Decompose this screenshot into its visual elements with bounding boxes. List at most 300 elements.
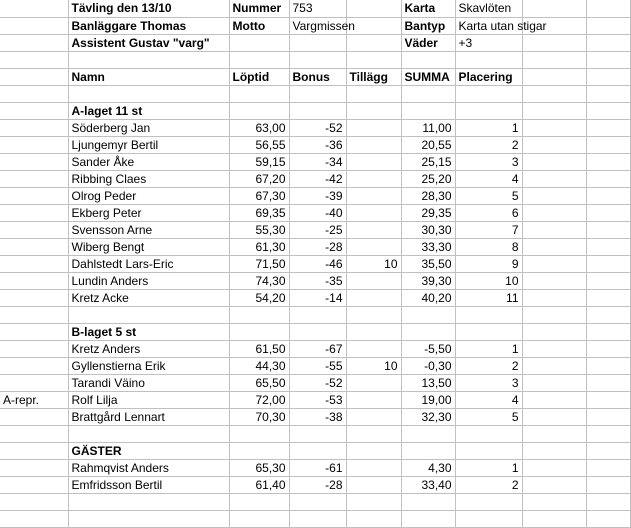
empty-cell[interactable] <box>455 306 522 323</box>
placering-value[interactable]: 2 <box>455 476 522 493</box>
runner-name[interactable]: Sander Åke <box>68 153 229 170</box>
placering-value[interactable]: 5 <box>455 187 522 204</box>
summa-value[interactable]: 11,00 <box>401 119 455 136</box>
sheet-row <box>0 187 630 204</box>
placering-value[interactable]: 9 <box>455 255 522 272</box>
empty-cell[interactable] <box>0 442 68 459</box>
loptid-value[interactable]: 44,30 <box>229 357 289 374</box>
bonus-value[interactable]: -28 <box>289 238 346 255</box>
summa-value[interactable]: 40,20 <box>401 289 455 306</box>
empty-cell[interactable] <box>0 510 68 527</box>
summa-value[interactable]: 20,55 <box>401 136 455 153</box>
summa-value[interactable]: 25,20 <box>401 170 455 187</box>
note-cell[interactable] <box>0 170 68 187</box>
empty-cell[interactable] <box>522 119 586 136</box>
loptid-value[interactable]: 67,30 <box>229 187 289 204</box>
loptid-value[interactable]: 67,20 <box>229 170 289 187</box>
empty-cell[interactable] <box>229 425 289 442</box>
empty-cell[interactable] <box>346 102 401 119</box>
empty-cell[interactable] <box>289 493 346 510</box>
runner-name[interactable]: Ekberg Peter <box>68 204 229 221</box>
empty-cell[interactable] <box>68 510 229 527</box>
sheet-row <box>0 306 630 323</box>
empty-cell[interactable] <box>455 102 522 119</box>
header-cell[interactable] <box>229 34 289 51</box>
empty-cell[interactable] <box>522 493 586 510</box>
runner-name[interactable]: Söderberg Jan <box>68 119 229 136</box>
col-bonus[interactable]: Bonus <box>289 68 346 85</box>
note-cell[interactable] <box>0 153 68 170</box>
loptid-value[interactable]: 63,00 <box>229 119 289 136</box>
empty-cell[interactable] <box>346 442 401 459</box>
empty-cell[interactable] <box>229 85 289 102</box>
placering-value[interactable]: 1 <box>455 119 522 136</box>
empty-cell[interactable] <box>586 136 630 153</box>
col-tillagg[interactable]: Tillägg <box>346 68 401 85</box>
bonus-value[interactable]: -14 <box>289 289 346 306</box>
bonus-value[interactable]: -36 <box>289 136 346 153</box>
loptid-value[interactable]: 54,20 <box>229 289 289 306</box>
placering-value[interactable]: 4 <box>455 170 522 187</box>
empty-cell[interactable] <box>586 170 630 187</box>
placering-value[interactable]: 3 <box>455 153 522 170</box>
header-cell[interactable]: Motto <box>229 17 289 34</box>
empty-cell[interactable] <box>586 459 630 476</box>
col-name[interactable]: Namn <box>68 68 229 85</box>
empty-cell[interactable] <box>289 425 346 442</box>
empty-cell[interactable] <box>586 306 630 323</box>
empty-cell[interactable] <box>455 85 522 102</box>
empty-cell[interactable] <box>401 442 455 459</box>
note-cell[interactable] <box>0 136 68 153</box>
group-title[interactable]: GÄSTER <box>68 442 229 459</box>
note-cell[interactable] <box>0 289 68 306</box>
empty-cell[interactable] <box>586 476 630 493</box>
runner-name[interactable]: Rahmqvist Anders <box>68 459 229 476</box>
empty-cell[interactable] <box>586 153 630 170</box>
bonus-value[interactable]: -42 <box>289 170 346 187</box>
empty-cell[interactable] <box>229 51 289 68</box>
empty-cell[interactable] <box>455 510 522 527</box>
placering-value[interactable]: 11 <box>455 289 522 306</box>
note-cell[interactable] <box>0 272 68 289</box>
header-cell[interactable]: Karta utan stigar <box>455 17 522 34</box>
header-cell[interactable]: Vargmissen <box>289 17 346 34</box>
sheet-row <box>0 459 630 476</box>
empty-cell[interactable] <box>586 425 630 442</box>
empty-cell[interactable] <box>289 102 346 119</box>
header-cell[interactable]: Väder <box>401 34 455 51</box>
tillagg-value[interactable] <box>346 204 401 221</box>
placering-value[interactable]: 1 <box>455 459 522 476</box>
summa-value[interactable]: 25,15 <box>401 153 455 170</box>
empty-cell[interactable] <box>586 374 630 391</box>
note-cell[interactable] <box>0 187 68 204</box>
empty-cell[interactable] <box>68 85 229 102</box>
empty-cell[interactable] <box>586 255 630 272</box>
empty-cell[interactable] <box>229 306 289 323</box>
empty-cell[interactable] <box>401 85 455 102</box>
loptid-value[interactable]: 55,30 <box>229 221 289 238</box>
loptid-value[interactable]: 69,35 <box>229 204 289 221</box>
empty-cell[interactable] <box>401 425 455 442</box>
empty-cell[interactable] <box>0 51 68 68</box>
runner-name[interactable]: Kretz Anders <box>68 340 229 357</box>
empty-cell[interactable] <box>522 289 586 306</box>
empty-cell[interactable] <box>0 425 68 442</box>
runner-name[interactable]: Emfridsson Bertil <box>68 476 229 493</box>
header-cell[interactable] <box>0 17 68 34</box>
empty-cell[interactable] <box>0 102 68 119</box>
summa-value[interactable]: 39,30 <box>401 272 455 289</box>
empty-cell[interactable] <box>289 85 346 102</box>
empty-cell[interactable] <box>522 102 586 119</box>
note-cell[interactable] <box>0 408 68 425</box>
empty-cell[interactable] <box>522 272 586 289</box>
empty-cell[interactable] <box>289 510 346 527</box>
empty-cell[interactable] <box>522 459 586 476</box>
placering-value[interactable]: 2 <box>455 136 522 153</box>
sheet-row <box>0 476 630 493</box>
sheet-row <box>0 119 630 136</box>
empty-cell[interactable] <box>229 442 289 459</box>
tillagg-value[interactable] <box>346 391 401 408</box>
empty-cell[interactable] <box>522 68 586 85</box>
note-cell[interactable]: A-repr. <box>0 391 68 408</box>
empty-cell[interactable] <box>0 493 68 510</box>
header-cell[interactable] <box>586 17 630 34</box>
empty-cell[interactable] <box>455 442 522 459</box>
empty-cell[interactable] <box>68 493 229 510</box>
empty-cell[interactable] <box>289 51 346 68</box>
loptid-value[interactable]: 72,00 <box>229 391 289 408</box>
empty-cell[interactable] <box>455 493 522 510</box>
header-cell[interactable] <box>346 0 401 17</box>
empty-cell[interactable] <box>289 306 346 323</box>
loptid-value[interactable]: 71,50 <box>229 255 289 272</box>
empty-cell[interactable] <box>401 102 455 119</box>
empty-cell[interactable] <box>0 323 68 340</box>
empty-cell[interactable] <box>586 51 630 68</box>
runner-name[interactable]: Ribbing Claes <box>68 170 229 187</box>
loptid-value[interactable]: 61,40 <box>229 476 289 493</box>
empty-cell[interactable] <box>522 204 586 221</box>
empty-cell[interactable] <box>0 306 68 323</box>
bonus-value[interactable]: -25 <box>289 221 346 238</box>
summa-value[interactable]: 35,50 <box>401 255 455 272</box>
summa-value[interactable]: -0,30 <box>401 357 455 374</box>
loptid-value[interactable]: 61,50 <box>229 340 289 357</box>
note-cell[interactable] <box>0 221 68 238</box>
empty-cell[interactable] <box>68 51 229 68</box>
bonus-value[interactable]: -35 <box>289 272 346 289</box>
note-cell[interactable] <box>0 374 68 391</box>
empty-cell[interactable] <box>586 187 630 204</box>
runner-name[interactable]: Ljungemyr Bertil <box>68 136 229 153</box>
empty-cell[interactable] <box>346 493 401 510</box>
sheet-row <box>0 255 630 272</box>
col-placering[interactable]: Placering <box>455 68 522 85</box>
note-cell[interactable] <box>0 459 68 476</box>
header-cell[interactable]: Karta <box>401 0 455 17</box>
sheet-row <box>0 68 630 85</box>
tillagg-value[interactable] <box>346 170 401 187</box>
empty-cell[interactable] <box>586 357 630 374</box>
empty-cell[interactable] <box>0 85 68 102</box>
empty-cell[interactable] <box>229 510 289 527</box>
sheet-row <box>0 272 630 289</box>
empty-cell[interactable] <box>522 306 586 323</box>
empty-cell[interactable] <box>229 493 289 510</box>
sheet-row <box>0 408 630 425</box>
runner-name[interactable]: Wiberg Bengt <box>68 238 229 255</box>
sheet-row <box>0 102 630 119</box>
empty-cell[interactable] <box>401 51 455 68</box>
empty-cell[interactable] <box>586 289 630 306</box>
sheet-row <box>0 221 630 238</box>
empty-cell[interactable] <box>401 323 455 340</box>
empty-cell[interactable] <box>522 408 586 425</box>
empty-cell[interactable] <box>522 340 586 357</box>
empty-cell[interactable] <box>289 442 346 459</box>
empty-cell[interactable] <box>229 323 289 340</box>
summa-value[interactable]: 32,30 <box>401 408 455 425</box>
empty-cell[interactable] <box>346 306 401 323</box>
bonus-value[interactable]: -67 <box>289 340 346 357</box>
empty-cell[interactable] <box>586 442 630 459</box>
header-cell[interactable] <box>522 34 586 51</box>
summa-value[interactable]: 28,30 <box>401 187 455 204</box>
col-loptid[interactable]: Löptid <box>229 68 289 85</box>
header-cell[interactable]: 753 <box>289 0 346 17</box>
empty-cell[interactable] <box>522 357 586 374</box>
header-cell[interactable] <box>289 34 346 51</box>
header-cell[interactable] <box>586 34 630 51</box>
header-cell[interactable]: Skavlöten <box>455 0 522 17</box>
runner-name[interactable]: Gyllenstierna Erik <box>68 357 229 374</box>
empty-cell[interactable] <box>522 476 586 493</box>
tillagg-value[interactable] <box>346 272 401 289</box>
summa-value[interactable]: 33,40 <box>401 476 455 493</box>
empty-cell[interactable] <box>522 255 586 272</box>
bonus-value[interactable]: -52 <box>289 119 346 136</box>
note-cell[interactable] <box>0 119 68 136</box>
bonus-value[interactable]: -46 <box>289 255 346 272</box>
empty-cell[interactable] <box>346 85 401 102</box>
empty-cell[interactable] <box>522 170 586 187</box>
tillagg-value[interactable] <box>346 374 401 391</box>
empty-cell[interactable] <box>586 391 630 408</box>
loptid-value[interactable]: 74,30 <box>229 272 289 289</box>
bonus-value[interactable]: -39 <box>289 187 346 204</box>
group-title[interactable]: B-laget 5 st <box>68 323 229 340</box>
note-cell[interactable] <box>0 204 68 221</box>
summa-value[interactable]: 29,35 <box>401 204 455 221</box>
summa-value[interactable]: 19,00 <box>401 391 455 408</box>
runner-name[interactable]: Lundin Anders <box>68 272 229 289</box>
tillagg-value[interactable] <box>346 187 401 204</box>
summa-value[interactable]: 33,30 <box>401 238 455 255</box>
tillagg-value[interactable] <box>346 459 401 476</box>
empty-cell[interactable] <box>522 442 586 459</box>
header-cell[interactable]: Assistent Gustav "varg" <box>68 34 229 51</box>
bonus-value[interactable]: -34 <box>289 153 346 170</box>
runner-name[interactable]: Dahlstedt Lars-Eric <box>68 255 229 272</box>
summa-value[interactable]: 4,30 <box>401 459 455 476</box>
loptid-value[interactable]: 59,15 <box>229 153 289 170</box>
sheet-row <box>0 153 630 170</box>
empty-cell[interactable] <box>522 136 586 153</box>
empty-cell[interactable] <box>586 408 630 425</box>
bonus-value[interactable]: -53 <box>289 391 346 408</box>
empty-cell[interactable] <box>346 51 401 68</box>
sheet-row <box>0 85 630 102</box>
summa-value[interactable]: -5,50 <box>401 340 455 357</box>
tillagg-value[interactable] <box>346 221 401 238</box>
note-cell[interactable] <box>0 476 68 493</box>
empty-cell[interactable] <box>522 323 586 340</box>
bonus-value[interactable]: -55 <box>289 357 346 374</box>
empty-cell[interactable] <box>586 340 630 357</box>
empty-cell[interactable] <box>586 323 630 340</box>
empty-cell[interactable] <box>346 425 401 442</box>
empty-cell[interactable] <box>401 493 455 510</box>
header-cell[interactable]: +3 <box>455 34 522 51</box>
bonus-value[interactable]: -38 <box>289 408 346 425</box>
sheet-row <box>0 391 630 408</box>
header-cell[interactable]: Tävling den 13/10 <box>68 0 229 17</box>
empty-cell[interactable] <box>522 238 586 255</box>
empty-cell[interactable] <box>346 510 401 527</box>
loptid-value[interactable]: 65,50 <box>229 374 289 391</box>
empty-cell[interactable] <box>586 272 630 289</box>
note-cell[interactable] <box>0 357 68 374</box>
sheet-row <box>0 238 630 255</box>
tillagg-value[interactable]: 10 <box>346 255 401 272</box>
empty-cell[interactable] <box>522 153 586 170</box>
empty-cell[interactable] <box>522 510 586 527</box>
runner-name[interactable]: Tarandi Väino <box>68 374 229 391</box>
col-summa[interactable]: SUMMA <box>401 68 455 85</box>
tillagg-value[interactable] <box>346 408 401 425</box>
empty-cell[interactable] <box>289 323 346 340</box>
header-cell[interactable] <box>522 0 586 17</box>
sheet-row <box>0 510 630 527</box>
summa-value[interactable]: 13,50 <box>401 374 455 391</box>
header-cell[interactable]: Bantyp <box>401 17 455 34</box>
tillagg-value[interactable] <box>346 238 401 255</box>
label-cell[interactable] <box>0 68 68 85</box>
loptid-value[interactable]: 56,55 <box>229 136 289 153</box>
runner-name[interactable]: Brattgård Lennart <box>68 408 229 425</box>
tillagg-value[interactable] <box>346 289 401 306</box>
empty-cell[interactable] <box>586 102 630 119</box>
note-cell[interactable] <box>0 238 68 255</box>
header-cell[interactable]: Banläggare Thomas <box>68 17 229 34</box>
placering-value[interactable]: 10 <box>455 272 522 289</box>
empty-cell[interactable] <box>522 374 586 391</box>
sheet-row <box>0 17 630 34</box>
empty-cell[interactable] <box>401 510 455 527</box>
bonus-value[interactable]: -61 <box>289 459 346 476</box>
placering-value[interactable]: 3 <box>455 374 522 391</box>
sheet-row <box>0 340 630 357</box>
tillagg-value[interactable] <box>346 153 401 170</box>
summa-value[interactable]: 30,30 <box>401 221 455 238</box>
sheet-row <box>0 425 630 442</box>
empty-cell[interactable] <box>229 102 289 119</box>
note-cell[interactable] <box>0 255 68 272</box>
empty-cell[interactable] <box>586 221 630 238</box>
tillagg-value[interactable] <box>346 476 401 493</box>
placering-value[interactable]: 1 <box>455 340 522 357</box>
sheet-row <box>0 442 630 459</box>
empty-cell[interactable] <box>522 187 586 204</box>
empty-cell[interactable] <box>586 119 630 136</box>
runner-name[interactable]: Rolf Lilja <box>68 391 229 408</box>
empty-cell[interactable] <box>586 204 630 221</box>
empty-cell[interactable] <box>586 85 630 102</box>
empty-cell[interactable] <box>522 51 586 68</box>
header-cell[interactable] <box>346 34 401 51</box>
empty-cell[interactable] <box>586 493 630 510</box>
placering-value[interactable]: 8 <box>455 238 522 255</box>
empty-cell[interactable] <box>68 306 229 323</box>
runner-name[interactable]: Svensson Arne <box>68 221 229 238</box>
empty-cell[interactable] <box>586 238 630 255</box>
sheet-row <box>0 34 630 51</box>
sheet-row <box>0 493 630 510</box>
placering-value[interactable]: 5 <box>455 408 522 425</box>
placering-value[interactable]: 7 <box>455 221 522 238</box>
group-title[interactable]: A-laget 11 st <box>68 102 229 119</box>
bonus-value[interactable]: -52 <box>289 374 346 391</box>
empty-cell[interactable] <box>401 306 455 323</box>
header-cell[interactable]: Nummer <box>229 0 289 17</box>
empty-cell[interactable] <box>586 68 630 85</box>
tillagg-value[interactable] <box>346 119 401 136</box>
placering-value[interactable]: 4 <box>455 391 522 408</box>
tillagg-value[interactable] <box>346 136 401 153</box>
empty-cell[interactable] <box>522 85 586 102</box>
empty-cell[interactable] <box>522 221 586 238</box>
empty-cell[interactable] <box>522 391 586 408</box>
tillagg-value[interactable] <box>346 340 401 357</box>
runner-name[interactable]: Olrog Peder <box>68 187 229 204</box>
placering-value[interactable]: 6 <box>455 204 522 221</box>
empty-cell[interactable] <box>68 425 229 442</box>
empty-cell[interactable] <box>455 51 522 68</box>
sheet-row <box>0 170 630 187</box>
tillagg-value[interactable]: 10 <box>346 357 401 374</box>
empty-cell[interactable] <box>455 323 522 340</box>
note-cell[interactable] <box>0 340 68 357</box>
bonus-value[interactable]: -40 <box>289 204 346 221</box>
loptid-value[interactable]: 65,30 <box>229 459 289 476</box>
header-cell[interactable] <box>586 0 630 17</box>
empty-cell[interactable] <box>522 425 586 442</box>
loptid-value[interactable]: 70,30 <box>229 408 289 425</box>
header-cell[interactable] <box>0 34 68 51</box>
empty-cell[interactable] <box>586 510 630 527</box>
empty-cell[interactable] <box>455 425 522 442</box>
bonus-value[interactable]: -28 <box>289 476 346 493</box>
runner-name[interactable]: Kretz Acke <box>68 289 229 306</box>
empty-cell[interactable] <box>346 323 401 340</box>
placering-value[interactable]: 2 <box>455 357 522 374</box>
loptid-value[interactable]: 61,30 <box>229 238 289 255</box>
header-cell[interactable] <box>0 0 68 17</box>
